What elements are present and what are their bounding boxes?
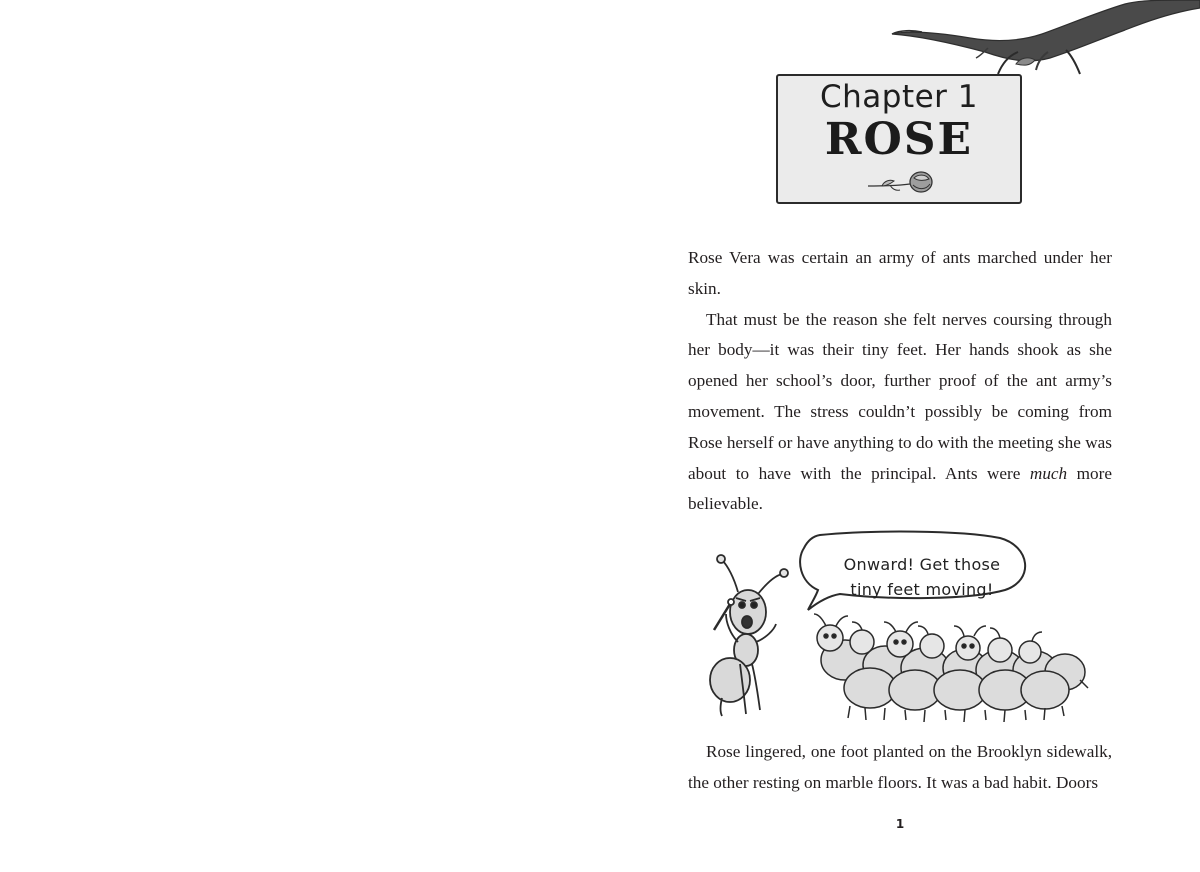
page-number: 1 <box>895 817 905 831</box>
chapter-title: ROSE <box>824 114 974 165</box>
paragraph-3: Rose lingered, one foot planted on the Brooklyn sidewalk, the other resting on marble floors. It was a bad habit. Doors <box>688 742 1112 792</box>
right-page <box>600 0 1200 872</box>
chapter-label: Chapter 1 <box>819 79 979 115</box>
rose-icon <box>866 168 936 196</box>
speech-bubble-text <box>822 552 1022 602</box>
leader-ant <box>710 555 788 716</box>
body-text-top <box>688 243 1112 520</box>
emphasis-much: much <box>1029 463 1068 483</box>
speech-line-2: tiny feet moving! <box>850 580 994 599</box>
speech-line-1: Onward! Get those <box>843 555 1001 574</box>
chapter-sign <box>776 74 1022 204</box>
paragraph-2-text: That must be the reason she felt nerves coursing through her body—it was their tiny feet. Her hands shook as she opened her school’s door, further proof of the ant army’s movement. The stress couldn’t possibly be coming from Rose herself or have anything to do with the meeting she was about to have with the principal. Ants were <box>688 309 1112 483</box>
paragraph-2 <box>688 305 1112 521</box>
paragraph-1: Rose Vera was certain an army of ants marched under her skin. <box>688 248 1112 298</box>
ant-army <box>814 614 1088 722</box>
paragraph-2-end: more believable. <box>688 463 1112 514</box>
body-text-bottom <box>688 737 1112 799</box>
